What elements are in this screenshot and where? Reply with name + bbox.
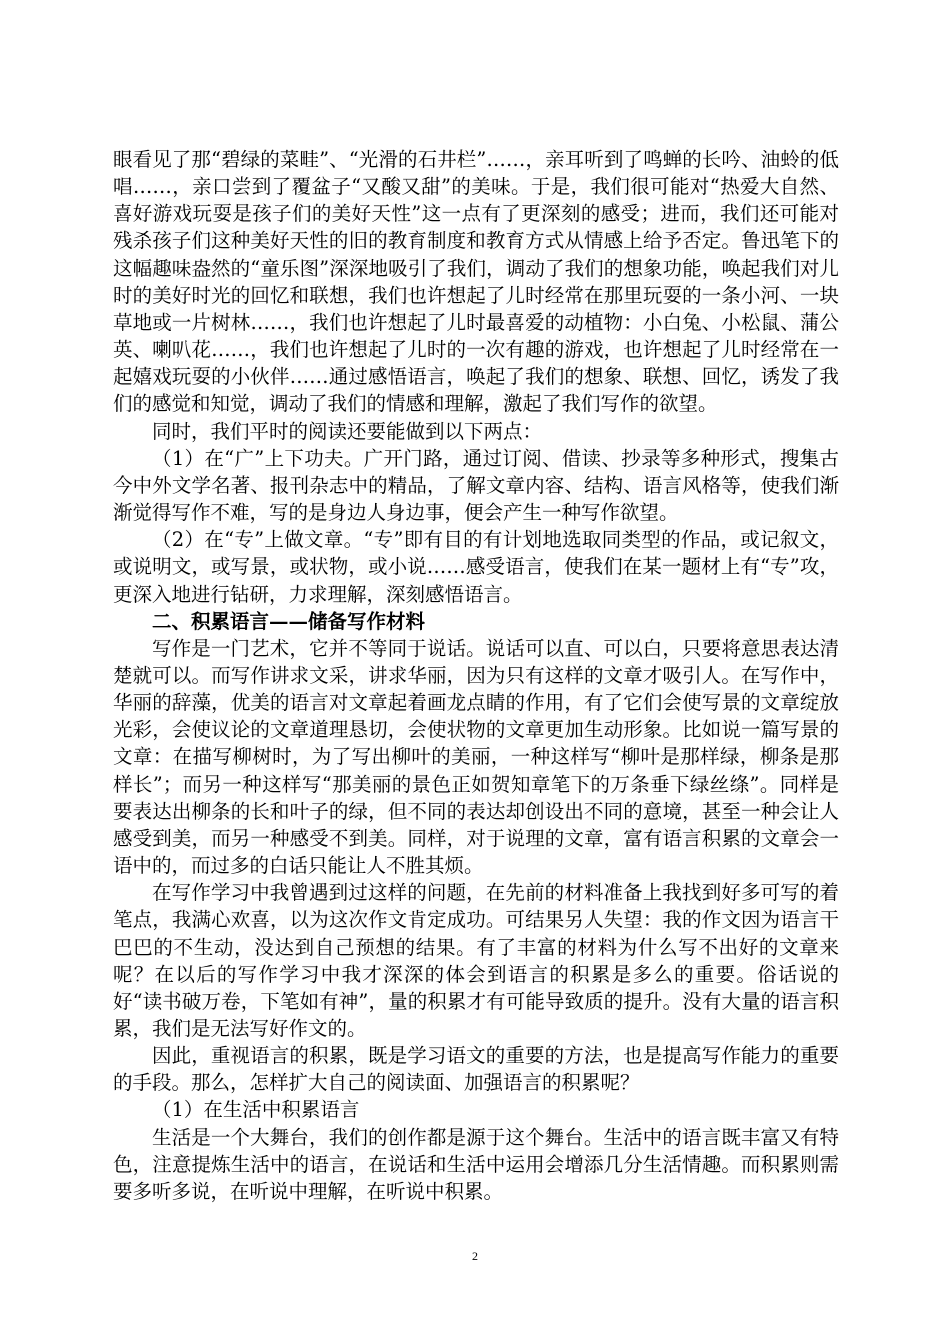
paragraph-reading-points-intro: 同时，我们平时的阅读还要能做到以下两点： bbox=[152, 419, 543, 443]
paragraph-writing-art: 写作是一门艺术，它并不等同于说话。说话可以直、可以白，只要将意思表达清楚就可以。而写作讲求文采，讲求华丽，因为只有这样的文章才吸引人。在写作中，华丽的辞藻，优美的语言对文章起着画龙点睛的作用，有了它们会使写景的文章绽放光彩，会使议论的文章道理恳切，会使状物的文章更加生动形象。比如说一篇写景的文章：在描写柳树时，为了写出柳叶的美丽，一种这样写“柳叶是那样绿，柳条是那样长”；而另一种这样写“那美丽的景色正如贺知章笔下的万条垂下绿丝绦”。同样是要表达出柳条的长和叶子的绿，但不同的表达却创设出不同的意境，甚至一种会让人感受到美，而另一种感受不到美。同样，对于说理的文章，富有语言积累的文章会一语中的，而过多的白话只能让人不胜其烦。 bbox=[113, 636, 839, 878]
paragraph-point-guang: （1）在“广”上下功夫。广开门路，通过订阅、借读、抄录等多种形式，搜集古今中外文学名著、报刊杂志中的精品，了解文章内容、结构、语言风格等，使我们渐渐觉得写作不难，写的是身边人身边事，便会产生一种写作欲望。 bbox=[113, 446, 839, 525]
paragraph-life-stage: 生活是一个大舞台，我们的创作都是源于这个舞台。生活中的语言既丰富又有特色，注意提炼生活中的语言，在说话和生活中运用会增添几分生活情趣。而积累则需要多听多说，在听说中理解，在听说中积累。 bbox=[113, 1125, 839, 1203]
paragraph-personal-experience: 在写作学习中我曾遇到过这样的问题，在先前的材料准备上我找到好多可写的着笔点，我满心欢喜，以为这次作文肯定成功。可结果另人失望：我的作文因为语言干巴巴的不生动，没达到自己预想的结果。有了丰富的材料为什么写不出好的文章来呢？在以后的写作学习中我才深深的体会到语言的积累是多么的重要。俗话说的好“读书破万卷，下笔如有神”，量的积累才有可能导致质的提升。没有大量的语言积累，我们是无法写好作文的。 bbox=[113, 881, 839, 1040]
paragraph-therefore: 因此，重视语言的积累，既是学习语文的重要的方法，也是提高写作能力的重要的手段。那么，怎样扩大自己的阅读面、加强语言的积累呢？ bbox=[113, 1044, 839, 1095]
subheading-life-language: （1）在生活中积累语言 bbox=[152, 1098, 360, 1122]
paragraph-point-zhuan: （2）在“专”上做文章。“专”即有目的有计划地选取同类型的作品，或记叙文，或说明文，或写景，或状物，或小说……感受语言，使我们在某一题材上有“专”攻，更深入地进行钻研，力求理解，深刻感悟语言。 bbox=[113, 528, 839, 606]
page-number: 2 bbox=[472, 1249, 478, 1263]
body-text bbox=[113, 146, 839, 1205]
section-heading: 二、积累语言——储备写作材料 bbox=[152, 609, 426, 633]
paragraph-continuation: 眼看见了那“碧绿的菜畦”、“光滑的石井栏”……，亲耳听到了鸣蝉的长吟、油蛉的低唱……，亲口尝到了覆盆子“又酸又甜”的美味。于是，我们很可能对“热爱大自然、喜好游戏玩耍是孩子们的美好天性”这一点有了更深刻的感受；进而，我们还可能对残杀孩子们这种美好天性的旧的教育制度和教育方式从情感上给予否定。鲁迅笔下的这幅趣味盎然的“童乐图”深深地吸引了我们，调动了我们的想象功能，唤起我们对儿时的美好时光的回忆和联想，我们也许想起了儿时经常在那里玩耍的一条小河、一块草地或一片树林……，我们也许想起了儿时最喜爱的动植物：小白兔、小松鼠、蒲公英、喇叭花……，我们也许想起了儿时的一次有趣的游戏，也许想起了儿时经常在一起嬉戏玩耍的小伙伴……通过感悟语言，唤起了我们的想象、联想、回忆，诱发了我们的感觉和知觉，调动了我们的情感和理解，激起了我们写作的欲望。 bbox=[113, 148, 839, 416]
